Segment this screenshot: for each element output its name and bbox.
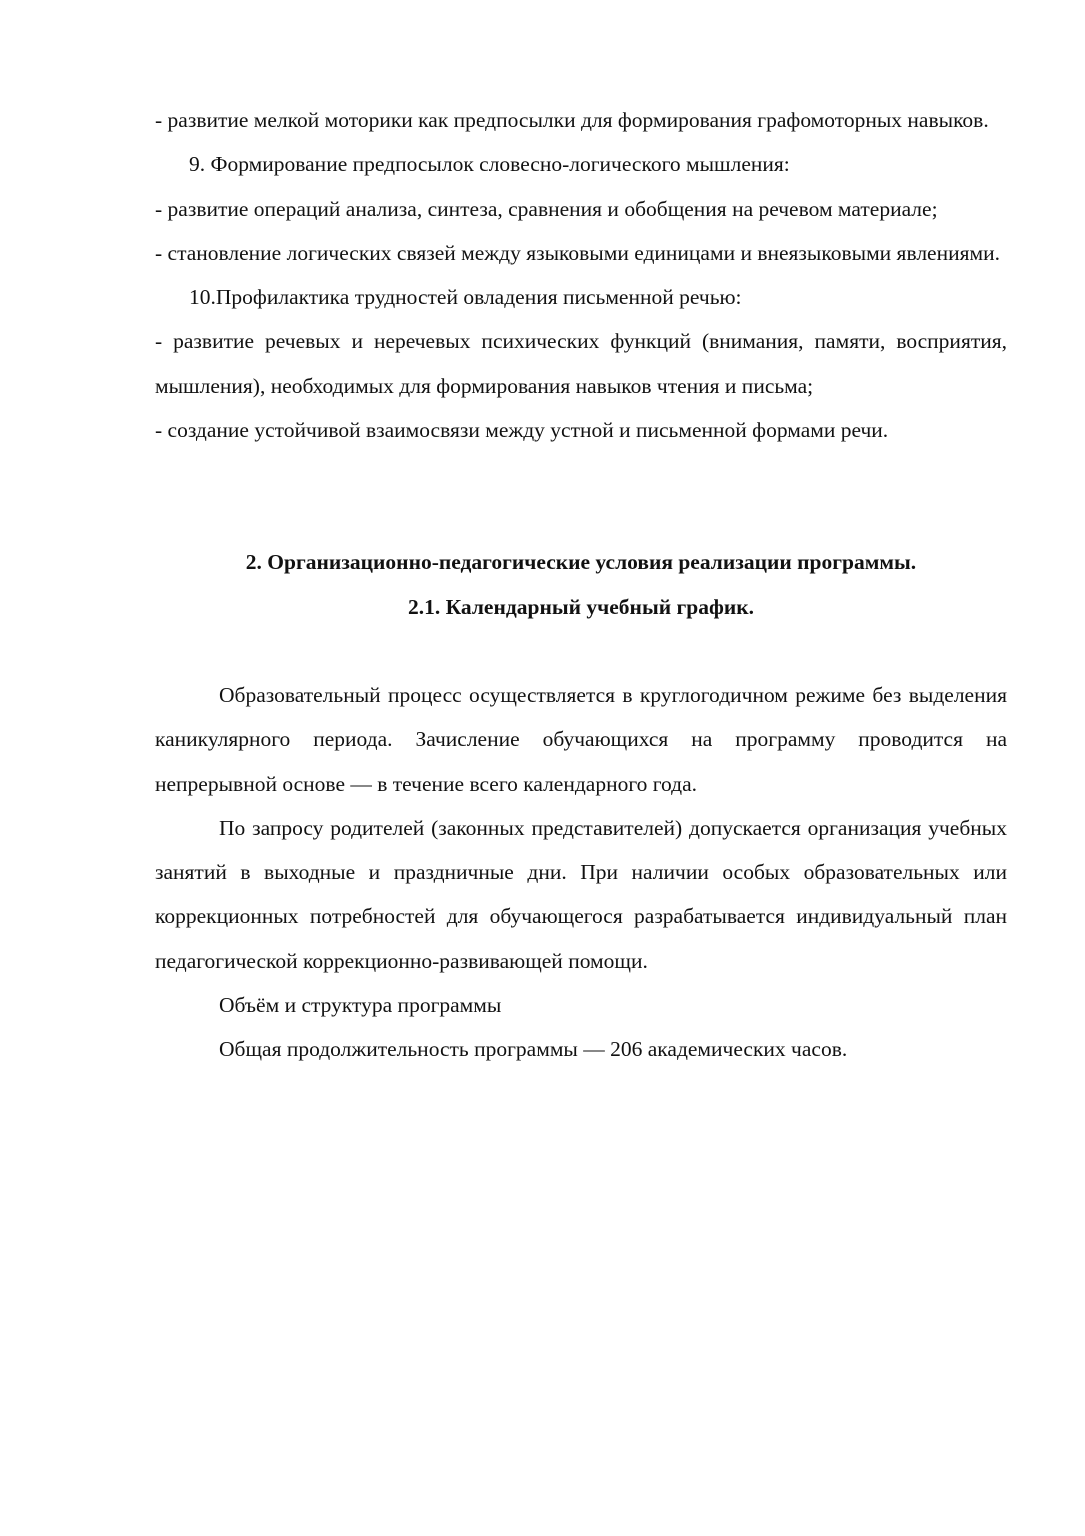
paragraph-parent-request: По запросу родителей (законных представителей) допускается организация учебных занятий в выходные и праздничные дни. При наличии особых образовательных или коррекционных потребностей для обучающегося разрабатывается индивидуальный план педагогической коррекционно-развивающей помощи. [155,815,1007,973]
document-page [155,98,1007,1072]
paragraph-volume-structure: Объём и структура программы [219,993,502,1018]
bullet-analysis-operations: - развитие операций анализа, синтеза, сравнения и обобщения на речевом материале; [155,196,938,221]
bullet-motor-skills: - развитие мелкой моторики как предпосылки для формирования графомоторных навыков. [155,108,989,132]
paragraph-total-duration: Общая продолжительность программы — 206 академических часов. [219,1037,848,1062]
section-heading: 2. Организационно-педагогические условия реализации программы. [245,550,917,575]
spacer [155,452,1007,540]
numbered-item-9: 9. Формирование предпосылок словесно-логического мышления: [189,152,790,177]
section-subheading: 2.1. Календарный учебный график. [408,594,754,619]
bullet-oral-written-link: - создание устойчивой взаимосвязи между устной и письменной формами речи. [155,418,889,443]
paragraph-educational-process: Образовательный процесс осуществляется в круглогодичном режиме без выделения каникулярного периода. Зачисление обучающихся на программу проводится на непрерывной основе — в течение всего календарного года. [155,682,1007,796]
spacer [155,629,1007,673]
bullet-logical-connections: - становление логических связей между языковыми единицами и внеязыковыми явлениями. [155,240,1000,265]
bullet-mental-functions: - развитие речевых и неречевых психических функций (внимания, памяти, восприятия, мышления), необходимых для формирования навыков чтения и письма; [155,329,1007,398]
numbered-item-10: 10.Профилактика трудностей овладения письменной речью: [189,285,742,310]
